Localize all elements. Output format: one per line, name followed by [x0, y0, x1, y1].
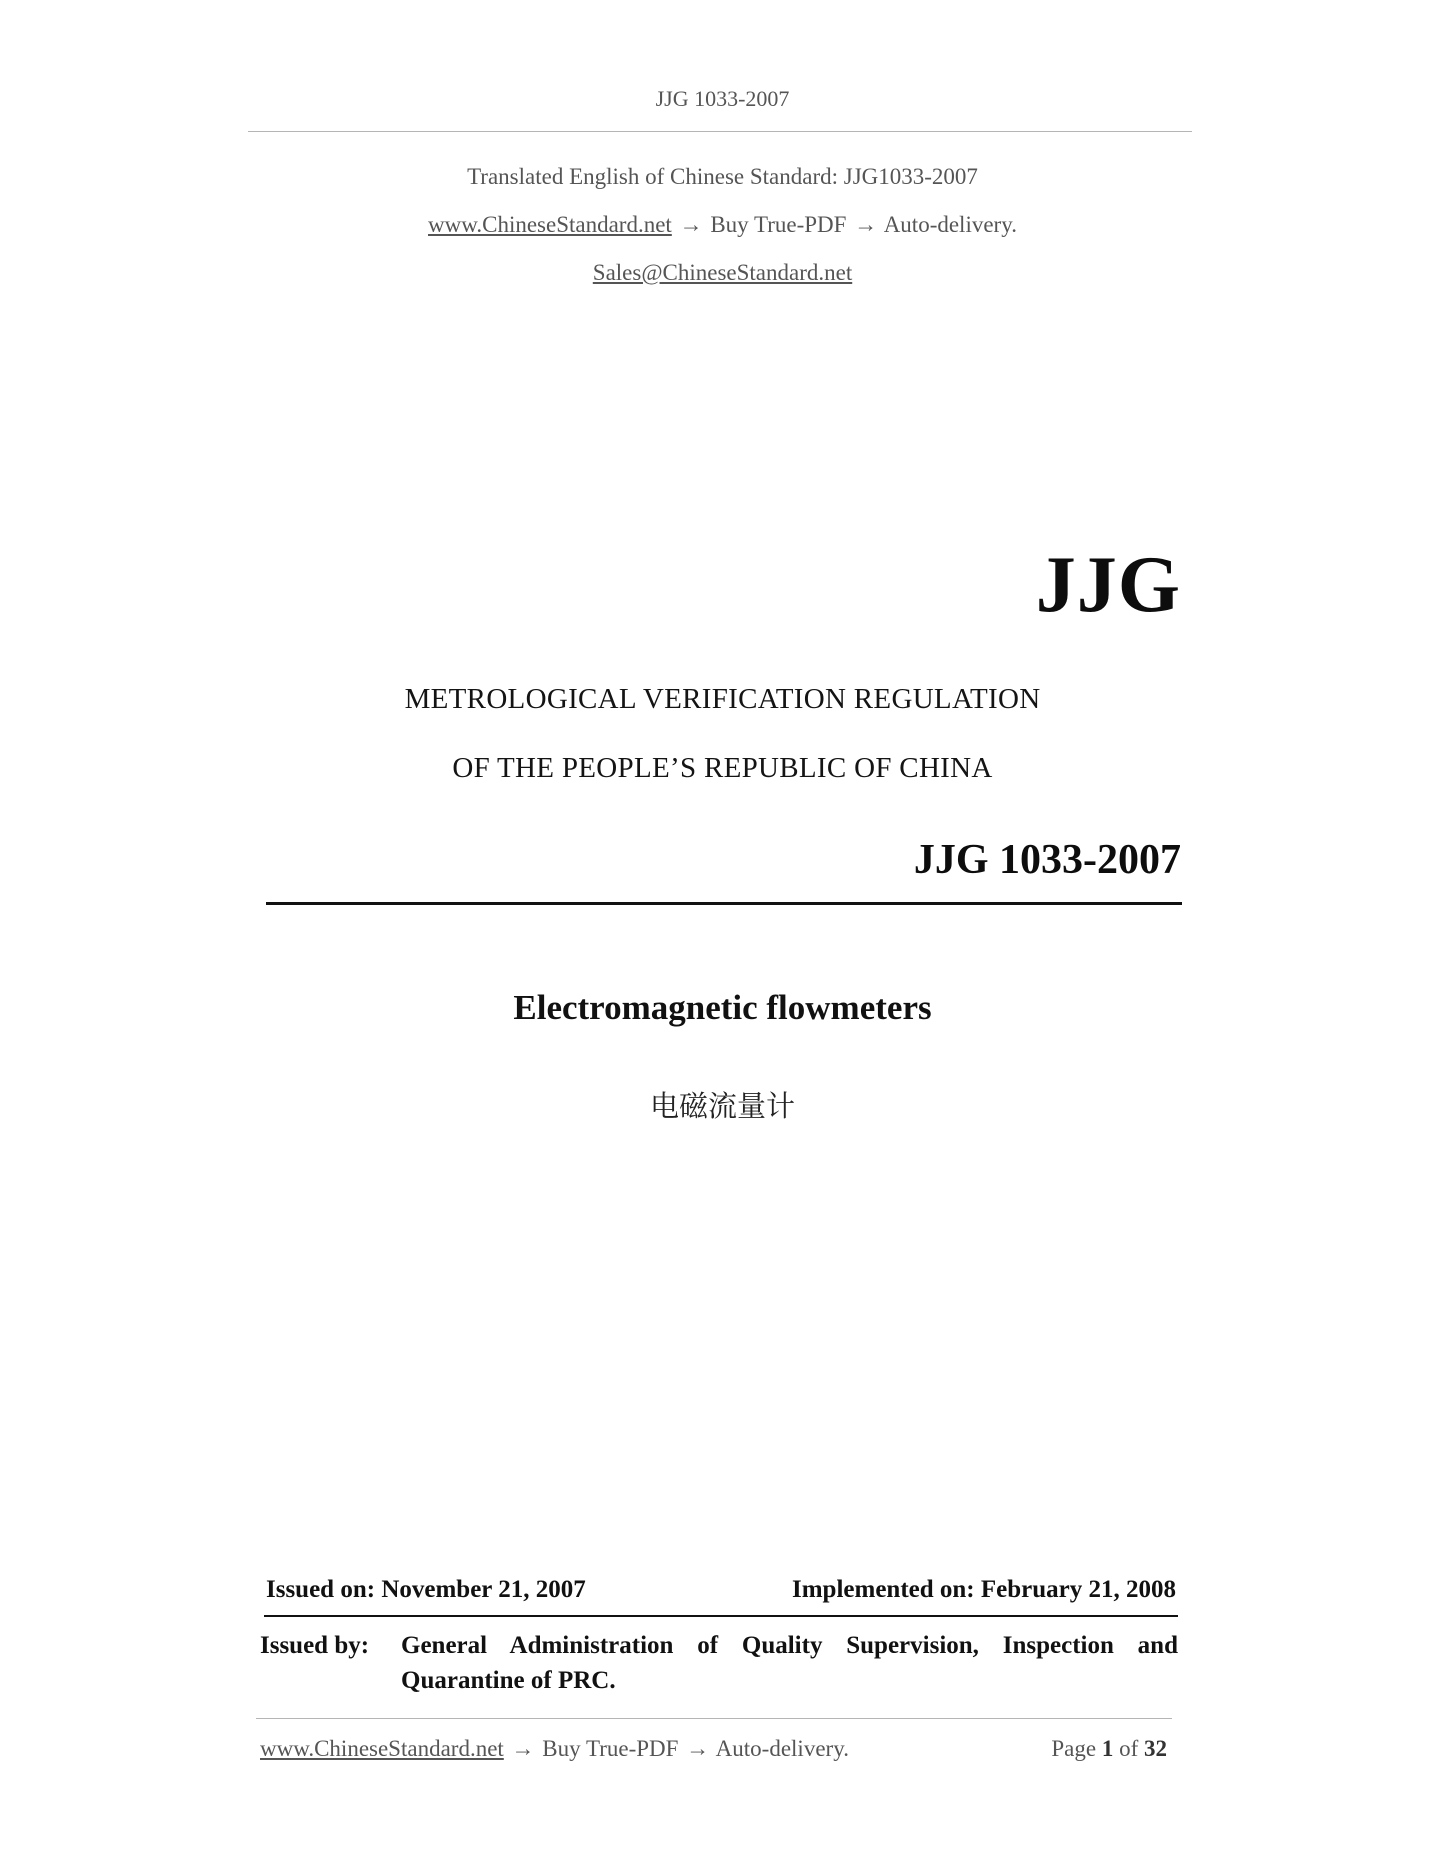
page-number: 1	[1101, 1736, 1114, 1761]
document-title: Electromagnetic flowmeters	[513, 988, 932, 1027]
implemented-date: Implemented on: February 21, 2008	[792, 1576, 1176, 1603]
site-link[interactable]: www.ChineseStandard.net	[428, 212, 672, 237]
footer-buy-text: Buy True-PDF	[542, 1736, 679, 1761]
regulation-title-line1: METROLOGICAL VERIFICATION REGULATION	[404, 683, 1041, 715]
footer-purchase-line	[260, 1736, 849, 1762]
page-total: 32	[1144, 1736, 1167, 1761]
running-header: JJG 1033-2007	[655, 86, 790, 111]
page-indicator	[1051, 1736, 1167, 1762]
footer-site-link[interactable]: www.ChineseStandard.net	[260, 1736, 504, 1761]
purchase-line	[0, 212, 1445, 238]
page-label: Page	[1051, 1736, 1097, 1761]
arrow-right-icon: →	[686, 1736, 710, 1761]
buy-text: Buy True-PDF	[710, 212, 847, 237]
arrow-right-icon: →	[679, 212, 703, 237]
email-link[interactable]: Sales@ChineseStandard.net	[592, 260, 853, 285]
arrow-right-icon: →	[511, 1736, 535, 1761]
footer-delivery-text: Auto-delivery.	[715, 1736, 849, 1761]
header-divider	[248, 131, 1192, 132]
standard-code: JJG	[1035, 541, 1181, 629]
translation-notice: Translated English of Chinese Standard: JJG1033-2007	[467, 164, 978, 189]
standard-number: JJG 1033-2007	[913, 837, 1181, 883]
issued-date: Issued on: November 21, 2007	[266, 1576, 586, 1603]
footer-divider	[256, 1718, 1172, 1719]
standard-number-divider	[266, 902, 1182, 905]
email-line	[0, 260, 1445, 286]
regulation-title-line2: OF THE PEOPLE’S REPUBLIC OF CHINA	[452, 752, 993, 784]
document-title-chinese: 电磁流量计	[649, 1089, 795, 1123]
dates-divider	[264, 1615, 1178, 1617]
of-label: of	[1119, 1736, 1139, 1761]
issuer-label: Issued by:	[260, 1632, 370, 1659]
delivery-text: Auto-delivery.	[883, 212, 1017, 237]
arrow-right-icon: →	[854, 212, 878, 237]
issuer-text: General Administration of Quality Supervision, Inspection and Quarantine of PRC.	[401, 1632, 1178, 1694]
